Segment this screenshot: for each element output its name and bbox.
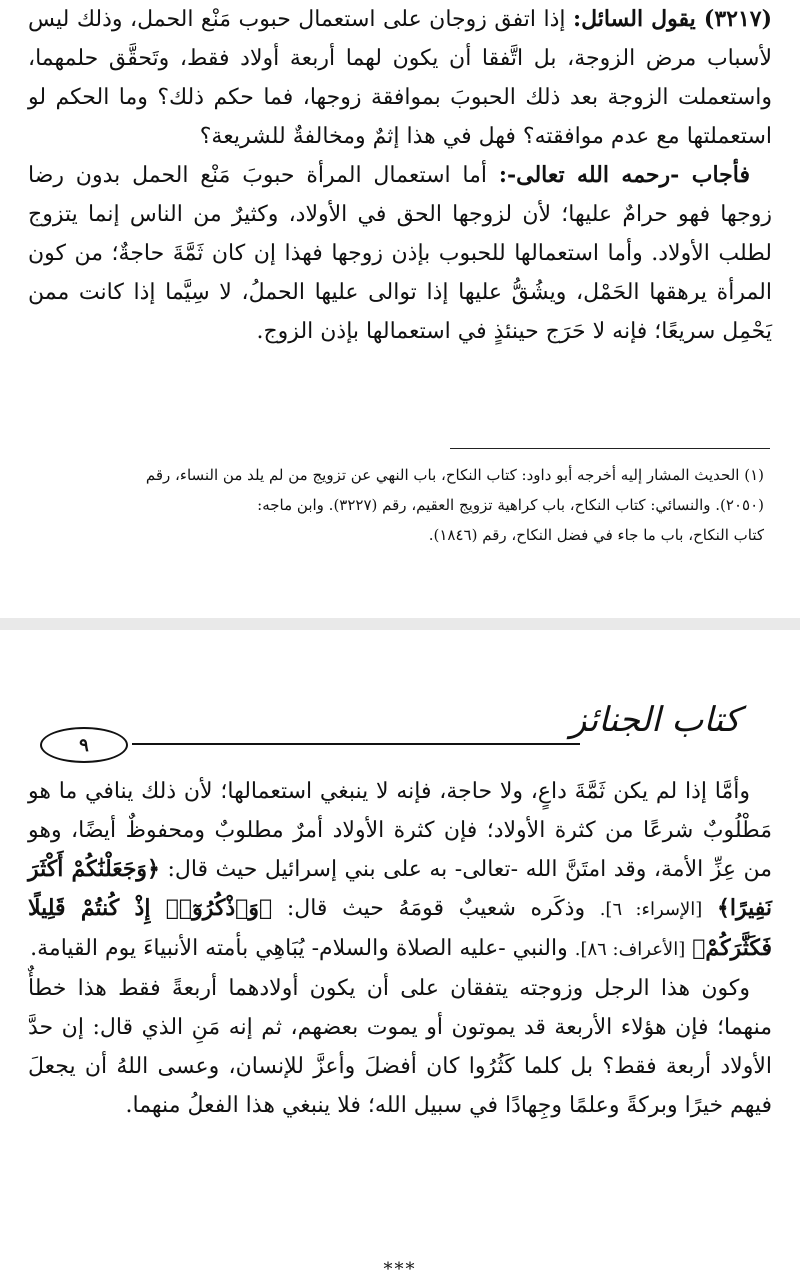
page-header [40, 685, 770, 755]
paragraph-2 [28, 969, 772, 1125]
footnote-line: (١) الحديث المشار إليه أخرجه أبو داود: كتاب النكاح، باب النهي عن تزويج من لم يلد من النساء، رقم [145, 466, 764, 484]
verse-citation: [الأعراف: ٨٦]. [574, 939, 686, 960]
page-bottom [0, 630, 800, 1280]
paragraph-text: وأمَّا إذا لم يكن ثَمَّةَ داعٍ، ولا حاجة، فإنه لا ينبغي استعمالها؛ لأن ذلك ينافي ما هو مَطْلُوبٌ شرعًا من كثرة الأولاد؛ فإن كثرة الأولاد أمرٌ مطلوبٌ ومحفوظٌ أيضًا، وهو من عِزِّ الأمة، وقد امتَنَّ الله -تعالى- به على بني إسرائيل حيث قال: [28, 779, 772, 882]
answer-label: فأجاب -رحمه الله تعالى-: [498, 162, 750, 188]
answer-text: أما استعمال المرأة حبوبَ مَنْع الحمل بدون رضا زوجها فهو حرامٌ عليها؛ لأن لزوجها الحق في الأولاد، وكثيرٌ من الناس إنما يتزوج لطلب الأولاد. وأما استعمالها للحبوب بإذن زوجها فهذا إن كان ثَمَّةَ حاجةٌ؛ من كون المرأة يرهقها الحَمْل، ويشُقُّ عليها إذا توالى عليها الحملُ، لا سِيَّما إذا كانت ممن يَحْمِل سريعًا؛ فإنه لا حَرَج حينئذٍ في استعمالها بإذن الزوج. [28, 163, 772, 344]
footnote-divider [450, 448, 770, 449]
paragraph-text: والنبي -عليه الصلاة والسلام- يُبَاهِي بأمته الأنبياءَ يوم القيامة. [30, 936, 568, 961]
header-rule [132, 743, 580, 745]
continuation-block [28, 772, 772, 1125]
question-label: (٣٢١٧) يقول السائل: [573, 6, 772, 32]
footnote [34, 460, 764, 550]
end-mark: *** [383, 1259, 417, 1280]
page-number: ٩ [79, 734, 89, 756]
page-top [0, 0, 800, 618]
paragraph-text: وكون هذا الرجل وزوجته يتفقان على أن يكون أولادهما أربعةً فقط هذا خطأٌ منهما؛ فإن هؤلاء الأربعة قد يموتون أو يموت بعضهم، ثم إنه مَنِ الذي قال: إن حدَّ الأولاد أربعة فقط؟ بل كلما كَثُرُوا كان أفضلَ وأعزَّ للإنسان، وعسى اللهُ أن يجعلَ فيهم خيرًا وبركةً وعلمًا وجِهادًا في سبيل الله؛ فلا ينبغي هذا الفعلُ منهما. [28, 976, 772, 1118]
paragraph-1 [28, 772, 772, 969]
question-paragraph [28, 0, 772, 156]
answer-paragraph [28, 156, 772, 351]
quran-verse: ﴿وَٱذْكُرُوٓا۟ إِذْ كُنتُمْ قَلِيلًا فَكَثَّرَكُمْ﴾ [28, 895, 772, 961]
footnote-line: (٢٠٥٠). والنسائي: كتاب النكاح، باب كراهية تزويج العقيم، رقم (٣٢٢٧). وابن ماجه: [257, 496, 764, 514]
page-number-badge [40, 727, 128, 763]
quran-verse: ﴿وَجَعَلْنَٰكُمْ أَكْثَرَ نَفِيرًا﴾ [28, 856, 772, 921]
verse-citation: [الإسراء: ٦]. [599, 899, 703, 920]
footnote-line: كتاب النكاح، باب ما جاء في فضل النكاح، رقم (١٨٤٦). [428, 526, 764, 544]
question-answer-block [28, 0, 772, 351]
question-text: إذا اتفق زوجان على استعمال حبوب مَنْع الحمل، وذلك ليس لأسباب مرض الزوجة، بل اتَّفقا أن يكون لهما أربعة أولاد فقط، وتَحقَّق حلمهما، واستعملت الزوجة بعد ذلك الحبوبَ بموافقة زوجها، فما حكم ذلك؟ وما الحكم لو استعملتها مع عدم موافقته؟ فهل في هذا إثمٌ ومخالفةٌ للشريعة؟ [28, 7, 772, 149]
book-title: كتاب الجنائز [570, 700, 741, 740]
page-separator [0, 618, 800, 630]
paragraph-text: وذكَره شعيبٌ قومَهُ حيث قال: [286, 896, 586, 921]
